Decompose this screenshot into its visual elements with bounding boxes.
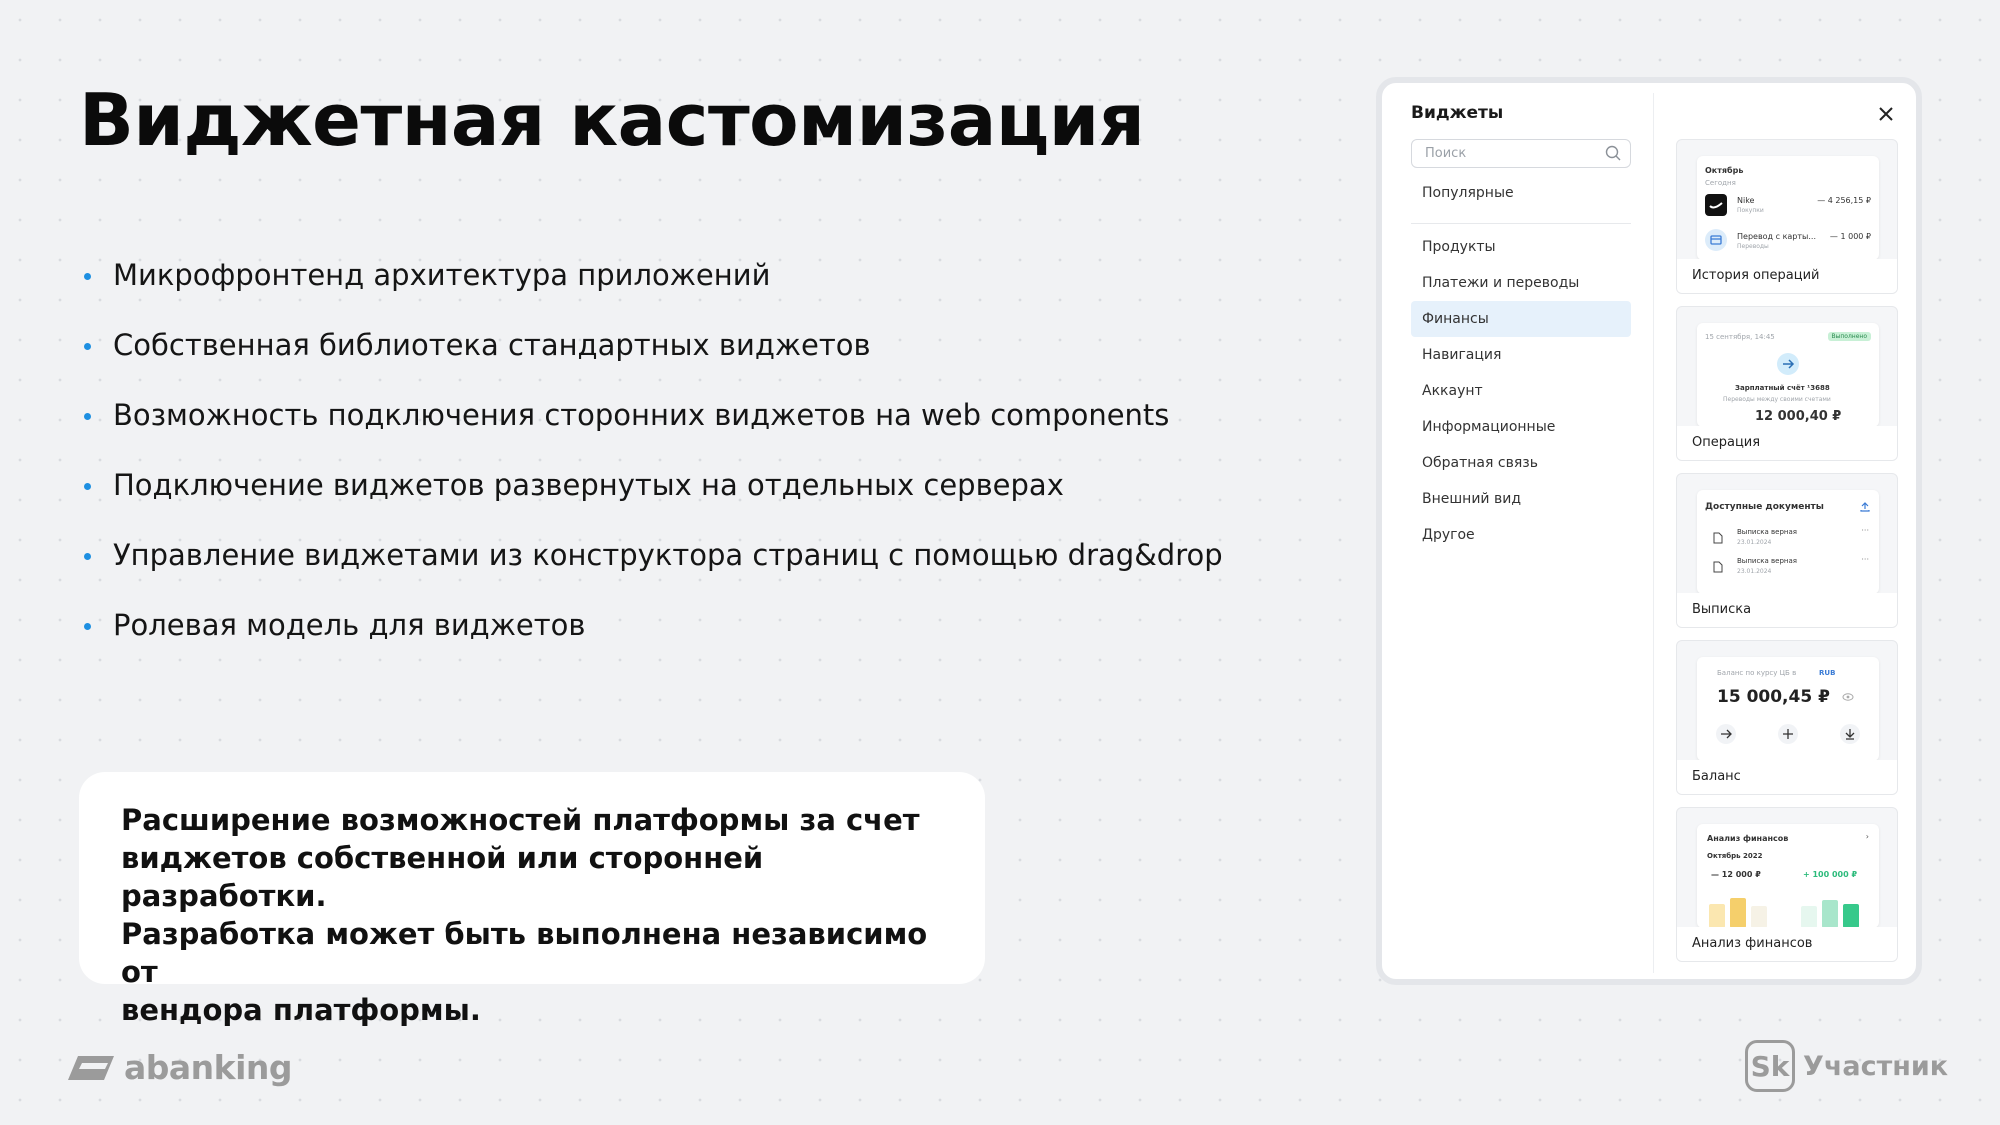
widget-preview xyxy=(1697,156,1879,260)
document-date: 23.01.2024 xyxy=(1737,539,1772,546)
feature-item xyxy=(84,605,1223,675)
category-other[interactable]: Другое xyxy=(1422,527,1475,543)
widget-caption: Баланс xyxy=(1677,760,1897,794)
widget-card-balance[interactable] xyxy=(1676,640,1898,795)
row-name: Nike xyxy=(1737,196,1755,205)
analysis-income: + 100 000 ₽ xyxy=(1803,870,1858,879)
documents-header: Доступные документы xyxy=(1705,502,1824,512)
category-info[interactable]: Информационные xyxy=(1422,419,1556,435)
category-navigation[interactable]: Навигация xyxy=(1422,347,1502,363)
category-payments[interactable]: Платежи и переводы xyxy=(1422,275,1580,291)
skolkovo-badge xyxy=(1745,1040,1948,1092)
operation-sub: Переводы между своими счетами xyxy=(1723,396,1831,403)
category-divider xyxy=(1411,223,1631,224)
widget-preview xyxy=(1697,490,1879,594)
note-line: Расширение возможностей платформы за счет xyxy=(121,803,920,837)
feature-text: Собственная библиотека стандартных виджетов xyxy=(113,328,871,362)
widget-preview xyxy=(1697,323,1879,427)
bullet-dot xyxy=(84,483,91,490)
abanking-logo-icon xyxy=(68,1054,114,1082)
slide-title: Виджетная кастомизация xyxy=(79,78,1145,162)
panel-title: Виджеты xyxy=(1411,103,1504,123)
document-name: Выписка верная xyxy=(1737,557,1797,565)
income-bar xyxy=(1843,904,1859,928)
income-bar xyxy=(1801,906,1817,928)
analysis-period: Октябрь 2022 xyxy=(1707,852,1763,860)
bullet-dot xyxy=(84,273,91,280)
nike-logo-icon xyxy=(1705,194,1727,216)
arrow-right-icon xyxy=(1777,353,1799,375)
operation-amount: 12 000,40 ₽ xyxy=(1755,409,1842,424)
logo-text: abanking xyxy=(124,1048,293,1087)
widget-caption: Выписка xyxy=(1677,593,1897,627)
widget-card-statement[interactable] xyxy=(1676,473,1898,628)
bullet-dot xyxy=(84,343,91,350)
search-icon xyxy=(1605,145,1622,162)
bullet-dot xyxy=(84,413,91,420)
feature-item xyxy=(84,465,1223,535)
document-icon xyxy=(1713,532,1723,544)
more-icon: ··· xyxy=(1861,555,1869,564)
widgets-panel xyxy=(1376,77,1922,985)
row-sub: Покупки xyxy=(1737,207,1764,214)
widget-card-analysis[interactable] xyxy=(1676,807,1898,962)
expense-bar xyxy=(1751,906,1767,928)
arrow-right-icon xyxy=(1715,723,1737,745)
feature-item xyxy=(84,255,1223,325)
widget-card-operation[interactable] xyxy=(1676,306,1898,461)
status-badge: Выполнено xyxy=(1828,332,1872,341)
widget-caption: Операция xyxy=(1677,426,1897,460)
feature-item xyxy=(84,535,1223,605)
feature-item xyxy=(84,325,1223,395)
upload-icon xyxy=(1859,501,1871,513)
feature-list xyxy=(84,255,1223,675)
analysis-header: Анализ финансов xyxy=(1707,834,1789,843)
row-name: Перевод с карты... xyxy=(1737,232,1816,241)
balance-currency: RUB xyxy=(1819,669,1836,677)
feature-text: Управление виджетами из конструктора страниц с помощью drag&drop xyxy=(113,538,1223,572)
card-transfer-icon xyxy=(1705,229,1727,251)
document-date: 23.01.2024 xyxy=(1737,568,1772,575)
bullet-dot xyxy=(84,553,91,560)
preview-day: Сегодня xyxy=(1705,179,1736,187)
note-line: вендора платформы. xyxy=(121,993,481,1027)
widget-card-history[interactable] xyxy=(1676,139,1898,294)
download-icon xyxy=(1839,723,1861,745)
income-bar xyxy=(1822,900,1838,928)
plus-icon xyxy=(1777,723,1799,745)
widget-preview xyxy=(1697,824,1879,928)
category-feedback[interactable]: Обратная связь xyxy=(1422,455,1538,471)
badge-text: Участник xyxy=(1803,1050,1949,1082)
bullet-dot xyxy=(84,623,91,630)
analysis-expense: — 12 000 ₽ xyxy=(1711,870,1761,879)
eye-icon xyxy=(1842,692,1854,702)
category-finance[interactable]: Финансы xyxy=(1411,301,1631,337)
widget-caption: Анализ финансов xyxy=(1677,927,1897,961)
search-placeholder: Поиск xyxy=(1425,146,1467,161)
chevron-right-icon: › xyxy=(1865,832,1869,841)
feature-text: Микрофронтенд архитектура приложений xyxy=(113,258,771,292)
more-icon: ··· xyxy=(1861,526,1869,535)
feature-text: Возможность подключения сторонних виджетов на web components xyxy=(113,398,1170,432)
widget-preview xyxy=(1697,657,1879,761)
row-amount: — 1 000 ₽ xyxy=(1829,232,1871,241)
note-line: виджетов собственной или сторонней разработки. xyxy=(121,841,764,913)
feature-text: Ролевая модель для виджетов xyxy=(113,608,586,642)
widget-caption: История операций xyxy=(1677,259,1897,293)
row-sub: Переводы xyxy=(1737,243,1769,250)
category-popular[interactable]: Популярные xyxy=(1422,185,1514,201)
category-account[interactable]: Аккаунт xyxy=(1422,383,1483,399)
close-icon[interactable] xyxy=(1873,101,1899,127)
document-icon xyxy=(1713,561,1723,573)
search-input[interactable] xyxy=(1411,139,1631,168)
preview-date: 15 сентября, 14:45 xyxy=(1705,333,1775,341)
operation-name: Зарплатный счёт ¹3688 xyxy=(1735,384,1830,392)
expense-bar xyxy=(1730,898,1746,928)
preview-month: Октябрь xyxy=(1705,166,1744,175)
summary-note xyxy=(79,772,985,1027)
category-appearance[interactable]: Внешний вид xyxy=(1422,491,1522,507)
document-name: Выписка верная xyxy=(1737,528,1797,536)
balance-label: Баланс по курсу ЦБ в xyxy=(1717,669,1797,677)
expense-bar xyxy=(1709,904,1725,928)
feature-text: Подключение виджетов развернутых на отдельных серверах xyxy=(113,468,1064,502)
balance-amount: 15 000,45 ₽ xyxy=(1717,687,1830,707)
category-products[interactable]: Продукты xyxy=(1422,239,1496,255)
abanking-logo xyxy=(68,1048,292,1087)
note-line: Разработка может быть выполнена независимо от xyxy=(121,917,928,989)
skolkovo-logo-icon: Sk xyxy=(1745,1040,1795,1092)
panel-divider xyxy=(1653,93,1654,973)
row-amount: — 4 256,15 ₽ xyxy=(1817,196,1871,205)
feature-item xyxy=(84,395,1223,465)
